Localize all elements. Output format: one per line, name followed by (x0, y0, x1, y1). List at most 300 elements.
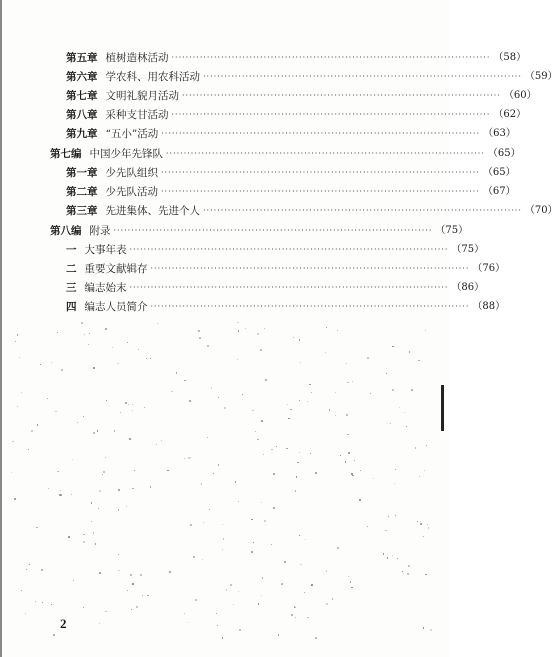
scan-speck (53, 634, 55, 636)
scan-speck (311, 392, 312, 393)
toc-row (66, 51, 527, 65)
scan-speck (199, 337, 201, 339)
toc-row-number: 第五章 (66, 52, 98, 64)
scan-speck (132, 583, 134, 585)
scan-speck (407, 573, 409, 575)
scan-speck (420, 523, 422, 525)
toc-row-leader: ·························································································· (150, 264, 470, 273)
toc-row-title: 少先队活动 (105, 186, 158, 198)
toc-row-number: 第九章 (66, 128, 98, 140)
toc-row-page: （65） (487, 148, 521, 159)
toc-row-leader: ·························································································· (129, 283, 449, 292)
scan-speck (315, 472, 317, 474)
scan-speck (37, 424, 38, 425)
toc-row-number: 第六章 (66, 71, 98, 83)
toc-row-page: （62） (493, 109, 527, 120)
scan-speck (299, 535, 300, 536)
scan-speck (218, 397, 219, 398)
scan-speck (226, 589, 228, 591)
scan-speck (346, 414, 348, 416)
scan-speck (42, 602, 43, 603)
scan-speck (423, 536, 424, 537)
toc-row-title: 附录 (89, 225, 111, 237)
scan-speck (300, 362, 301, 363)
scan-speck (93, 532, 95, 534)
toc-row-number: 第七章 (66, 90, 98, 102)
toc-row-title: 编志始末 (84, 282, 127, 294)
scan-speck (132, 488, 134, 490)
scan-speck (288, 418, 289, 419)
scan-speck (296, 476, 298, 478)
scan-speck (395, 469, 396, 470)
scan-speck (83, 534, 84, 535)
scan-speck (91, 521, 92, 522)
scan-speck (419, 360, 420, 361)
scan-speck (399, 407, 400, 408)
scan-speck (95, 543, 97, 545)
scan-speck (81, 322, 83, 324)
scan-speck (129, 438, 131, 440)
scan-speck (29, 564, 30, 565)
scan-speck (428, 527, 430, 529)
scan-speck (198, 330, 200, 332)
scan-speck (295, 490, 296, 491)
toc-row-leader: ·························································································· (129, 245, 449, 254)
scan-speck (262, 577, 263, 578)
toc-row-leader: ·························································································· (161, 129, 481, 138)
scan-speck (99, 623, 100, 624)
scan-speck (21, 590, 22, 591)
scan-speck (118, 509, 119, 510)
scan-speck (245, 328, 246, 329)
scan-speck (335, 392, 336, 393)
scan-speck (419, 476, 420, 477)
scan-speck (25, 613, 26, 614)
scan-speck (345, 461, 346, 462)
toc-row-page: （58） (493, 52, 527, 63)
scan-speck (136, 606, 137, 607)
scan-speck (138, 349, 139, 350)
scan-speck (265, 379, 266, 380)
scan-speck (97, 430, 99, 432)
scan-speck (118, 489, 120, 491)
scan-speck (105, 328, 107, 330)
scan-speck (84, 334, 85, 335)
scan-speck (35, 601, 36, 602)
scan-speck (127, 590, 128, 591)
toc-row-leader: ·························································································· (113, 226, 433, 235)
scan-speck (261, 502, 263, 504)
scan-speck (281, 583, 283, 585)
scan-speck (55, 411, 57, 413)
scan-speck (188, 622, 189, 623)
scan-speck (392, 346, 393, 347)
scan-speck (184, 613, 185, 614)
scan-speck (235, 481, 237, 483)
scan-speck (190, 524, 192, 526)
scan-speck (309, 384, 311, 386)
scan-speck (397, 558, 398, 559)
toc-row-number: 二 (66, 263, 77, 275)
scan-speck (423, 627, 424, 628)
scan-speck (14, 498, 16, 500)
toc-row (66, 108, 527, 122)
scan-speck (286, 448, 288, 450)
scan-speck (263, 454, 264, 455)
scan-speck (134, 470, 135, 471)
scan-speck (261, 595, 262, 596)
toc-row-title: 学农科、用农科活动 (105, 71, 200, 83)
scan-speck (83, 541, 85, 543)
scan-speck (77, 422, 78, 423)
scan-speck (140, 574, 142, 576)
scan-speck (409, 351, 410, 352)
scan-speck (337, 547, 339, 549)
scan-speck (89, 333, 90, 334)
scan-speck (26, 569, 27, 570)
scan-speck (304, 592, 305, 593)
scan-speck (128, 404, 129, 405)
scan-speck (61, 369, 63, 371)
scan-speck (233, 604, 234, 605)
scan-speck (300, 564, 302, 566)
scan-speck (271, 449, 273, 451)
scan-speck (147, 595, 149, 597)
scan-speck (127, 342, 128, 343)
scan-speck (131, 609, 133, 611)
toc-row-number: 第八章 (66, 109, 98, 121)
scan-speck (118, 570, 120, 572)
scan-speck (142, 595, 143, 596)
scan-speck (126, 506, 127, 507)
scan-speck (193, 556, 195, 558)
toc-row-page: （88） (472, 301, 506, 312)
scan-speck (144, 407, 145, 408)
scan-speck (83, 416, 84, 417)
scan-speck (31, 430, 33, 432)
scan-speck (230, 584, 232, 586)
scan-speck (169, 571, 170, 572)
scan-speck (373, 478, 374, 479)
scan-speck (307, 401, 308, 402)
scan-speck (189, 400, 191, 402)
scan-speck (347, 434, 349, 436)
scan-speck (297, 462, 298, 463)
scan-speck (99, 572, 101, 574)
scan-speck (260, 349, 262, 351)
scan-speck (251, 519, 253, 521)
toc-row-page: （67） (482, 186, 516, 197)
toc-row-leader: ·························································································· (171, 53, 491, 62)
scan-speck (348, 576, 349, 577)
scan-speck (150, 486, 152, 488)
scan-speck (93, 432, 95, 434)
scan-speck (73, 580, 74, 581)
scan-speck (257, 439, 258, 440)
scan-speck (390, 423, 391, 424)
scan-speck (21, 392, 22, 393)
scan-speck (310, 453, 311, 454)
scan-speck (383, 553, 384, 554)
toc-row-leader: ·························································································· (166, 149, 485, 158)
toc-row-title: 文明礼貌月活动 (105, 90, 179, 102)
scan-speck (360, 470, 361, 471)
scan-speck (406, 426, 407, 427)
scan-speck (12, 441, 13, 442)
toc-row-number: 第二章 (66, 186, 98, 198)
scan-speck (47, 398, 48, 399)
scan-speck (132, 410, 133, 411)
scan-speck (392, 389, 394, 391)
scan-speck (17, 406, 18, 407)
toc-row-leader: ·························································································· (171, 110, 491, 119)
scan-speck (392, 555, 393, 556)
scan-speck (120, 412, 121, 413)
scan-speck (15, 341, 16, 342)
scan-speck (60, 490, 61, 491)
scan-speck (217, 625, 218, 626)
toc-row (66, 185, 516, 199)
scan-speck (125, 402, 127, 404)
scan-speck (430, 629, 432, 631)
scan-speck (88, 344, 89, 345)
toc-row-number: 一 (66, 244, 77, 256)
scan-speck (216, 613, 217, 614)
scan-speck (184, 458, 185, 459)
toc-row-page: （70） (524, 205, 558, 216)
scan-speck (112, 347, 113, 348)
scan-speck (207, 345, 209, 347)
page-number: 2 (60, 616, 67, 631)
toc-row-title: 编志人员简介 (84, 301, 148, 313)
scan-speck (41, 569, 42, 570)
toc-row-leader: ·························································································· (203, 206, 522, 215)
toc-row-page: （60） (503, 90, 537, 101)
scan-speck (325, 352, 326, 353)
scan-speck (176, 372, 177, 373)
scan-speck (51, 362, 52, 363)
scan-speck (273, 473, 275, 475)
scan-speck (132, 404, 133, 405)
scan-speck (404, 412, 405, 413)
toc-row (66, 300, 506, 314)
toc-row-title: 植树造林活动 (105, 52, 169, 64)
scan-speck (98, 508, 99, 509)
scan-speck (411, 389, 412, 390)
scan-speck (370, 393, 371, 394)
scan-speck (51, 604, 52, 605)
scan-speck (102, 474, 103, 475)
scan-speck (237, 359, 238, 360)
scan-speck (326, 603, 327, 604)
scan-speck (150, 358, 152, 360)
scan-speck (354, 460, 355, 461)
scan-speck (352, 381, 353, 382)
toc-row-page: （59） (524, 71, 558, 82)
scan-speck (347, 382, 348, 383)
scan-speck (224, 407, 225, 408)
scan-speck (351, 587, 352, 588)
scan-speck (99, 490, 101, 492)
scan-speck (329, 409, 331, 411)
toc-row-leader: ·························································································· (161, 187, 480, 196)
toc-row-number: 第三章 (66, 205, 98, 217)
scan-speck (105, 611, 107, 613)
scan-speck (195, 599, 197, 601)
scan-speck (251, 551, 253, 553)
toc-row-page: （76） (472, 263, 506, 274)
scan-speck (130, 574, 132, 576)
scan-speck (117, 363, 119, 365)
toc-row-number: 三 (66, 282, 77, 294)
scan-speck (425, 574, 427, 576)
scan-speck (242, 394, 243, 395)
scan-speck (71, 494, 72, 495)
scan-speck (118, 554, 119, 555)
scan-speck (264, 328, 265, 329)
scan-speck (184, 380, 185, 381)
scan-speck (367, 357, 369, 359)
scan-speck (188, 457, 190, 459)
scan-speck (28, 449, 29, 450)
scan-speck (57, 471, 59, 473)
toc-row (66, 166, 516, 180)
scan-speck (252, 410, 254, 412)
toc-row-title: 中国少年先锋队 (89, 148, 163, 160)
scan-speck (238, 330, 239, 331)
toc-row-number: 第七编 (50, 148, 82, 160)
scan-speck (161, 440, 162, 441)
scan-speck (237, 322, 239, 324)
scan-speck (202, 559, 204, 561)
scan-speck (239, 629, 241, 631)
scan-speck (93, 367, 95, 369)
scan-speck (278, 634, 280, 636)
scan-speck (36, 527, 38, 529)
scan-speck (359, 499, 361, 501)
scan-speck (271, 544, 272, 545)
scan-speck (222, 524, 223, 525)
toc-row-page: （75） (451, 244, 485, 255)
scan-speck (59, 494, 61, 496)
toc-row-title: 采种支甘活动 (105, 109, 169, 121)
scan-speck (207, 437, 209, 439)
scan-speck (222, 637, 224, 639)
scan-speck (394, 483, 395, 484)
scan-speck (386, 373, 387, 374)
scan-speck (167, 470, 168, 471)
scan-speck (203, 522, 205, 524)
toc-row (66, 127, 516, 141)
toc-row (66, 70, 558, 84)
scan-speck (211, 387, 213, 389)
scan-speck (326, 570, 328, 572)
scan-speck (276, 446, 277, 447)
scan-speck (103, 471, 105, 473)
scan-speck (346, 363, 347, 364)
scan-speck (295, 617, 296, 618)
scan-speck (291, 614, 292, 615)
scan-speck (17, 334, 19, 336)
scan-speck (284, 561, 285, 562)
toc-row-leader: ·························································································· (203, 72, 522, 81)
scan-speck (253, 542, 254, 543)
scan-speck (425, 330, 426, 331)
toc-row (66, 281, 485, 295)
scan-speck (299, 400, 300, 401)
scan-speck (352, 475, 353, 476)
scan-speck (264, 520, 265, 521)
scan-speck (290, 409, 292, 411)
scan-speck (171, 391, 173, 393)
scan-speck (156, 444, 157, 445)
toc-row-page: （75） (435, 225, 469, 236)
scan-speck (213, 473, 214, 474)
scan-speck (305, 539, 306, 540)
scan-speck (258, 603, 259, 604)
scan-speck (424, 470, 426, 472)
toc-row (50, 224, 469, 238)
scan-speck (261, 420, 263, 422)
scan-speck (350, 581, 351, 582)
toc-row (66, 243, 485, 257)
toc-row-title: 大事年表 (84, 244, 127, 256)
toc-row-number: 第一章 (66, 167, 98, 179)
scan-edge-mark (441, 385, 444, 431)
scan-speck (307, 617, 309, 619)
toc-row-title: “五小”活动 (105, 128, 159, 140)
scan-speck (48, 488, 49, 489)
scan-speck (299, 339, 300, 340)
toc-row-title: 重要文献辑存 (84, 263, 148, 275)
toc-row-page: （86） (451, 282, 485, 293)
toc-row (66, 89, 537, 103)
scan-speck (348, 452, 350, 454)
toc-row-title: 少先队组织 (105, 167, 158, 179)
scan-speck (408, 565, 410, 567)
toc-row (50, 147, 521, 161)
scan-speck (257, 333, 259, 335)
scan-speck (427, 524, 428, 525)
toc-row (66, 262, 506, 276)
toc-row-leader: ·························································································· (150, 302, 470, 311)
scan-speck (218, 464, 219, 465)
scan-speck (417, 521, 418, 522)
scan-speck (223, 538, 224, 539)
toc-row-page: （65） (482, 167, 516, 178)
scan-speck (326, 327, 328, 329)
scan-speck (238, 591, 240, 593)
scan-speck (209, 509, 210, 510)
scan-speck (340, 455, 341, 456)
scan-speck (201, 483, 203, 485)
scan-speck (11, 472, 12, 473)
toc-row-number: 第八编 (50, 225, 82, 237)
scan-speck (299, 452, 300, 453)
scan-speck (402, 571, 403, 572)
scan-speck (335, 415, 336, 416)
scan-speck (72, 459, 73, 460)
scan-speck (83, 607, 84, 608)
toc-row-leader: ·························································································· (182, 91, 501, 100)
scan-speck (367, 526, 368, 527)
scan-speck (387, 557, 388, 558)
scan-speck (19, 357, 20, 358)
toc-row (66, 204, 558, 218)
scan-speck (57, 332, 58, 333)
scan-speck (40, 364, 41, 365)
scan-speck (222, 549, 223, 550)
